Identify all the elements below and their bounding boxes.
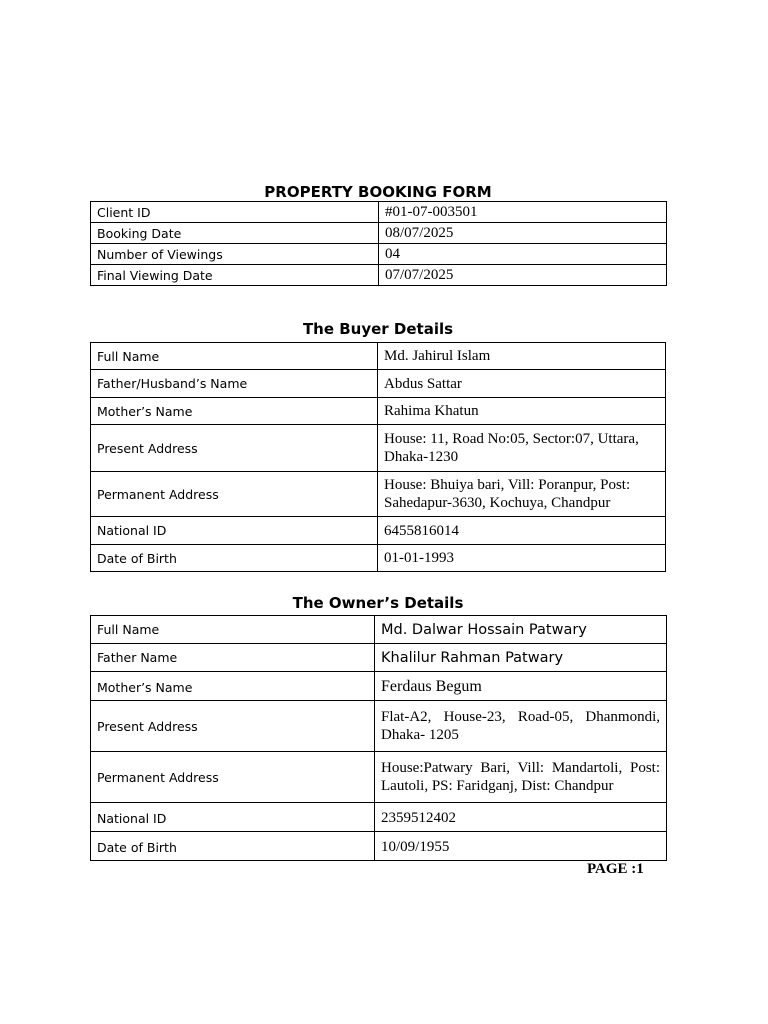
row-value: Md. Jahirul Islam <box>378 343 666 370</box>
buyer-section-title: The Buyer Details <box>302 320 454 338</box>
row-value: 2359512402 <box>375 803 667 832</box>
row-value: Ferdaus Begum <box>375 672 667 701</box>
row-label: Present Address <box>91 701 375 752</box>
row-label: National ID <box>91 803 375 832</box>
row-label: Date of Birth <box>91 545 378 572</box>
table-row <box>91 244 667 265</box>
buyer-table <box>90 342 666 572</box>
row-label: National ID <box>91 517 378 545</box>
row-value: House: Bhuiya bari, Vill: Poranpur, Post: Sahedapur-3630, Kochuya, Chandpur <box>378 472 666 517</box>
row-value: 08/07/2025 <box>379 223 667 244</box>
table-row <box>91 398 666 425</box>
row-label: Mother’s Name <box>91 398 378 425</box>
table-row <box>91 701 667 752</box>
owner-table <box>90 615 667 861</box>
row-value: Flat-A2, House-23, Road-05, Dhanmondi, Dhaka- 1205 <box>375 701 667 752</box>
row-value: Md. Dalwar Hossain Patwary <box>375 616 667 644</box>
table-row <box>91 425 666 472</box>
table-row <box>91 832 667 861</box>
row-value: 6455816014 <box>378 517 666 545</box>
row-value: House: 11, Road No:05, Sector:07, Uttara, Dhaka-1230 <box>378 425 666 472</box>
row-label: Booking Date <box>91 223 379 244</box>
row-value: 07/07/2025 <box>379 265 667 286</box>
owner-section-title: The Owner’s Details <box>292 594 464 612</box>
table-row <box>91 545 666 572</box>
row-label: Permanent Address <box>91 472 378 517</box>
table-row <box>91 752 667 803</box>
table-row <box>91 472 666 517</box>
table-row <box>91 517 666 545</box>
row-value: 04 <box>379 244 667 265</box>
row-label: Number of Viewings <box>91 244 379 265</box>
row-label: Final Viewing Date <box>91 265 379 286</box>
form-title: PROPERTY BOOKING FORM <box>264 183 492 201</box>
table-row <box>91 644 667 672</box>
booking-table <box>90 201 667 286</box>
table-row <box>91 803 667 832</box>
table-row <box>91 616 667 644</box>
row-label: Father Name <box>91 644 375 672</box>
table-row <box>91 202 667 223</box>
row-label: Permanent Address <box>91 752 375 803</box>
row-label: Father/Husband’s Name <box>91 370 378 398</box>
row-label: Client ID <box>91 202 379 223</box>
table-row <box>91 265 667 286</box>
row-value: 10/09/1955 <box>375 832 667 861</box>
row-label: Date of Birth <box>91 832 375 861</box>
row-value: #01-07-003501 <box>379 202 667 223</box>
table-row <box>91 223 667 244</box>
table-row <box>91 370 666 398</box>
row-value: Khalilur Rahman Patwary <box>375 644 667 672</box>
row-value: 01-01-1993 <box>378 545 666 572</box>
row-label: Mother’s Name <box>91 672 375 701</box>
row-value: House:Patwary Bari, Vill: Mandartoli, Post: Lautoli, PS: Faridganj, Dist: Chandpur <box>375 752 667 803</box>
table-row <box>91 672 667 701</box>
page-number: PAGE :1 <box>587 861 644 877</box>
row-label: Present Address <box>91 425 378 472</box>
row-value: Rahima Khatun <box>378 398 666 425</box>
row-label: Full Name <box>91 616 375 644</box>
row-label: Full Name <box>91 343 378 370</box>
row-value: Abdus Sattar <box>378 370 666 398</box>
table-row <box>91 343 666 370</box>
